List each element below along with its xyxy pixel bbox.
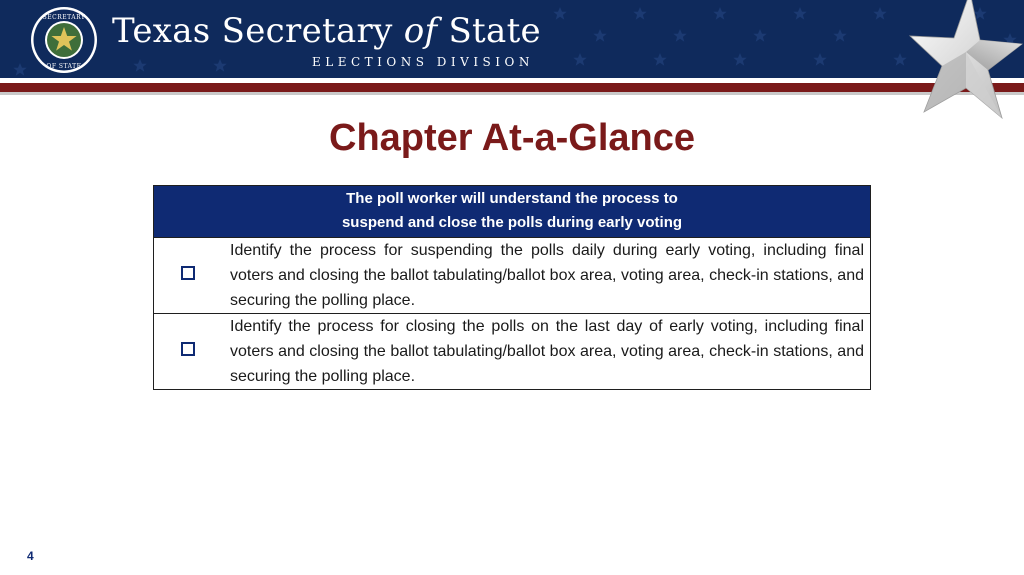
page-heading: Chapter At-a-Glance bbox=[329, 117, 695, 159]
table-header-line-1: The poll worker will understand the process to bbox=[346, 190, 678, 207]
table-header-row bbox=[154, 186, 871, 238]
svg-text:OF STATE: OF STATE bbox=[46, 63, 82, 70]
checkbox-icon bbox=[181, 266, 195, 280]
texas-star-icon bbox=[904, 0, 1024, 125]
page-number: 4 bbox=[27, 549, 34, 563]
site-title bbox=[112, 10, 541, 52]
header-stripe-red bbox=[0, 83, 1024, 92]
table-header-line-2: suspend and close the polls during early voting bbox=[341, 214, 683, 231]
checkbox-cell bbox=[154, 314, 223, 390]
title-text-1: Texas Secretary bbox=[112, 11, 404, 51]
header-stripe-shadow bbox=[0, 92, 1024, 95]
objective-text: Identify the process for closing the polls on the last day of early voting, including final voters and closing the ballot tabulating/ballot box area, voting area, check-in stations, and securing the polling place. bbox=[222, 314, 871, 390]
table-header-cell bbox=[154, 186, 871, 238]
checkbox-icon bbox=[181, 342, 195, 356]
objectives-table bbox=[153, 185, 871, 390]
svg-text:SECRETARY: SECRETARY bbox=[42, 14, 86, 21]
site-subtitle: ELECTIONS DIVISION bbox=[312, 55, 534, 69]
checkbox-cell bbox=[154, 238, 223, 314]
objective-text: Identify the process for suspending the polls daily during early voting, including final voters and closing the ballot tabulating/ballot box area, voting area, check-in stations, and securing the polling place. bbox=[222, 238, 871, 314]
table-row bbox=[154, 238, 871, 314]
header-banner bbox=[0, 0, 1024, 78]
title-text-2: State bbox=[437, 11, 541, 51]
title-text-of: of bbox=[403, 11, 438, 51]
state-seal-logo bbox=[30, 6, 98, 74]
table-row bbox=[154, 314, 871, 390]
